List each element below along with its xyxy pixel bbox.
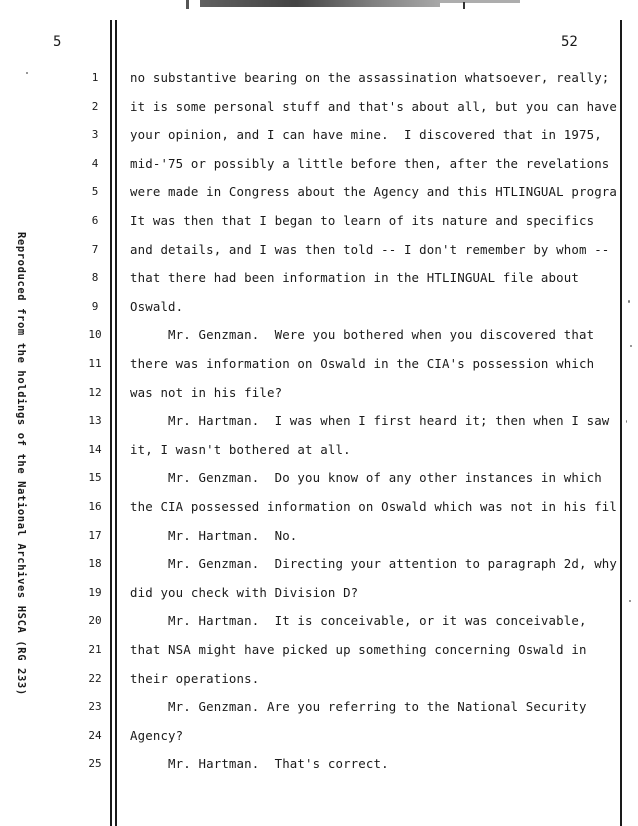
transcript-line: Mr. Genzman. Directing your attention to paragraph 2d, why	[130, 556, 618, 572]
transcript-line: Mr. Hartman. That's correct.	[130, 756, 389, 772]
line-number: 1	[91, 71, 99, 84]
scan-speck	[26, 72, 28, 74]
margin-rule-left-outer	[110, 20, 112, 826]
line-number: 9	[91, 299, 99, 313]
line-number: 5	[91, 185, 99, 199]
scan-speck	[628, 300, 630, 303]
transcript-line: the CIA possessed information on Oswald which was not in his fil	[130, 499, 618, 514]
transcript-line: Mr. Hartman. I was when I first heard it; then when I saw	[130, 413, 610, 429]
transcript-line: did you check with Division D?	[130, 584, 359, 600]
transcript-line: Mr. Genzman. Do you know of any other instances in which	[130, 470, 602, 486]
scan-artifact	[200, 0, 440, 7]
scan-speck	[626, 420, 627, 423]
line-number: 24	[88, 728, 102, 742]
transcript-line: Mr. Genzman. Are you referring to the National Security	[130, 699, 587, 715]
line-number: 8	[91, 271, 99, 285]
scan-speck	[630, 345, 632, 347]
transcript-line: your opinion, and I can have mine. I discovered that in 1975,	[130, 127, 602, 143]
line-number: 20	[88, 614, 102, 628]
line-number: 18	[88, 557, 102, 571]
corner-number: 5	[53, 34, 62, 50]
line-number: 19	[88, 585, 102, 599]
transcript-line: and details, and I was then told -- I don't remember by whom --	[130, 241, 610, 257]
line-number: 22	[88, 671, 102, 685]
line-number: 13	[88, 414, 102, 428]
line-number: 16	[88, 500, 102, 513]
transcript-line: Oswald.	[130, 298, 184, 314]
transcript-line: Mr. Genzman. Were you bothered when you discovered that	[130, 327, 595, 343]
transcript-line: Agency?	[130, 727, 184, 743]
transcript-line: no substantive bearing on the assassination whatsoever, really;	[130, 70, 610, 85]
transcript-line: it, I wasn't bothered at all.	[130, 441, 351, 457]
line-number: 4	[91, 156, 99, 170]
line-number: 10	[88, 328, 102, 342]
line-number: 12	[88, 385, 102, 399]
scan-artifact	[440, 0, 520, 3]
margin-rule-right	[620, 20, 622, 826]
line-number: 3	[91, 128, 99, 142]
line-number: 21	[88, 643, 102, 656]
scan-artifact	[186, 0, 189, 9]
transcript-line: were made in Congress about the Agency and this HTLINGUAL progra	[130, 184, 618, 200]
transcript-line: was not in his file?	[130, 384, 283, 400]
scan-speck	[629, 600, 631, 602]
transcript-line: Mr. Hartman. It is conceivable, or it was conceivable,	[130, 613, 587, 629]
transcript-line: that there had been information in the HTLINGUAL file about	[130, 270, 579, 286]
line-number: 6	[91, 214, 99, 227]
line-number: 17	[88, 528, 102, 542]
margin-rule-left-inner	[115, 20, 117, 826]
transcript-line: there was information on Oswald in the CIA's possession which	[130, 356, 595, 371]
line-number: 25	[88, 757, 102, 771]
transcript-line: Mr. Hartman. No.	[130, 527, 298, 543]
line-number: 14	[88, 442, 102, 456]
line-number: 7	[91, 242, 99, 256]
transcript-line: it is some personal stuff and that's about all, but you can have	[130, 98, 618, 114]
transcript-line: It was then that I began to learn of its nature and specifics	[130, 213, 595, 228]
transcript-line: their operations.	[130, 670, 260, 686]
transcript-line: mid-'75 or possibly a little before then, after the revelations	[130, 155, 610, 171]
scan-artifact	[463, 2, 465, 9]
line-number: 11	[88, 357, 102, 370]
page-number: 52	[561, 34, 578, 50]
archive-stamp: Reproduced from the holdings of the National Archives HSCA (RG 233)	[15, 232, 27, 696]
line-number: 15	[88, 471, 102, 485]
line-number: 23	[88, 700, 102, 714]
line-number: 2	[91, 99, 99, 113]
transcript-line: that NSA might have picked up something concerning Oswald in	[130, 642, 587, 657]
